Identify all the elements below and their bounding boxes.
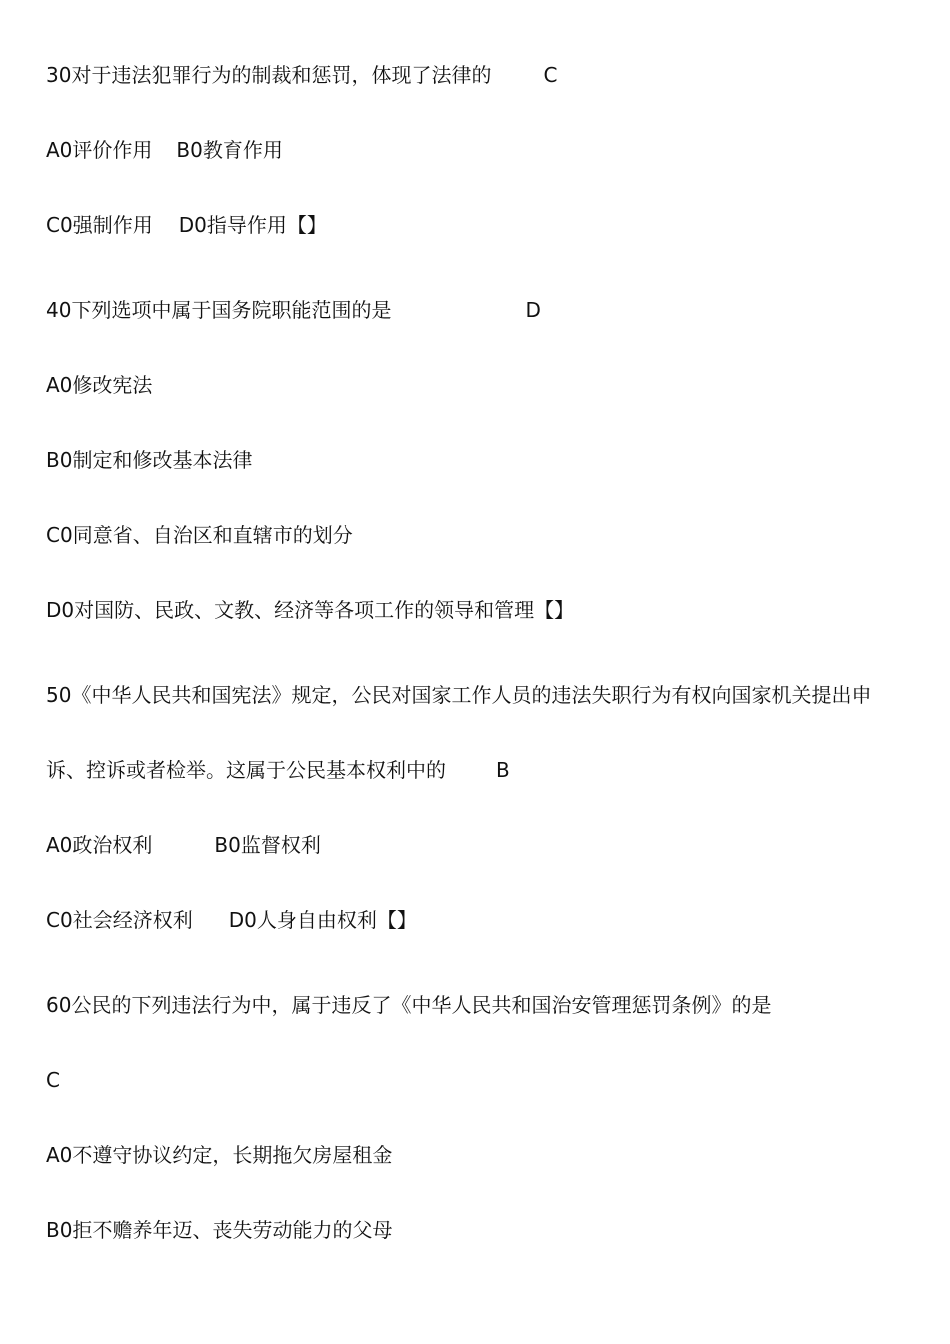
question-4-answer: D <box>525 298 541 322</box>
question-5-options-cd <box>46 906 417 934</box>
question-3-options-cd <box>46 211 327 239</box>
question-6-stem: 60公民的下列违法行为中，属于违反了《中华人民共和国治安管理惩罚条例》的是 <box>46 993 772 1017</box>
question-6-answer: C <box>46 1068 60 1092</box>
question-4-option-c: C0同意省、自治区和直辖市的划分 <box>46 523 353 547</box>
question-5-answer: B <box>496 758 510 782</box>
question-4-option-d: D0对国防、民政、文教、经济等各项工作的领导和管理【】 <box>46 598 575 622</box>
question-5-stem-line2 <box>46 756 510 784</box>
question-3-option-b: B0教育作用 <box>176 138 283 162</box>
question-5-option-c: C0社会经济权利 <box>46 908 193 932</box>
question-4-option-a: A0修改宪法 <box>46 373 153 397</box>
question-5-option-d: D0人身自由权利【】 <box>228 908 417 932</box>
question-4-stem: 40下列选项中属于国务院职能范围的是 <box>46 298 392 322</box>
question-5-option-a: A0政治权利 <box>46 833 153 857</box>
question-5-options-ab <box>46 831 321 859</box>
question-3-stem: 30对于违法犯罪行为的制裁和惩罚，体现了法律的 <box>46 63 492 87</box>
question-5-option-b: B0监督权利 <box>214 833 321 857</box>
question-3-option-d: D0指导作用【】 <box>178 213 327 237</box>
question-6-option-b: B0拒不赡养年迈、丧失劳动能力的父母 <box>46 1218 393 1242</box>
question-5-stem-continued: 诉、控诉或者检举。这属于公民基本权利中的 <box>46 758 446 782</box>
question-4-option-b: B0制定和修改基本法律 <box>46 448 253 472</box>
question-3-answer: C <box>543 63 558 87</box>
question-3-stem-line <box>46 61 557 89</box>
question-3-option-c: C0强制作用 <box>46 213 153 237</box>
question-5-stem-line1: 50《中华人民共和国宪法》规定，公民对国家工作人员的违法失职行为有权向国家机关提出申 <box>46 683 872 707</box>
question-3-options-ab <box>46 136 283 164</box>
question-3-option-a: A0评价作用 <box>46 138 153 162</box>
question-4-stem-line <box>46 296 541 324</box>
question-6-option-a: A0不遵守协议约定，长期拖欠房屋租金 <box>46 1143 393 1167</box>
